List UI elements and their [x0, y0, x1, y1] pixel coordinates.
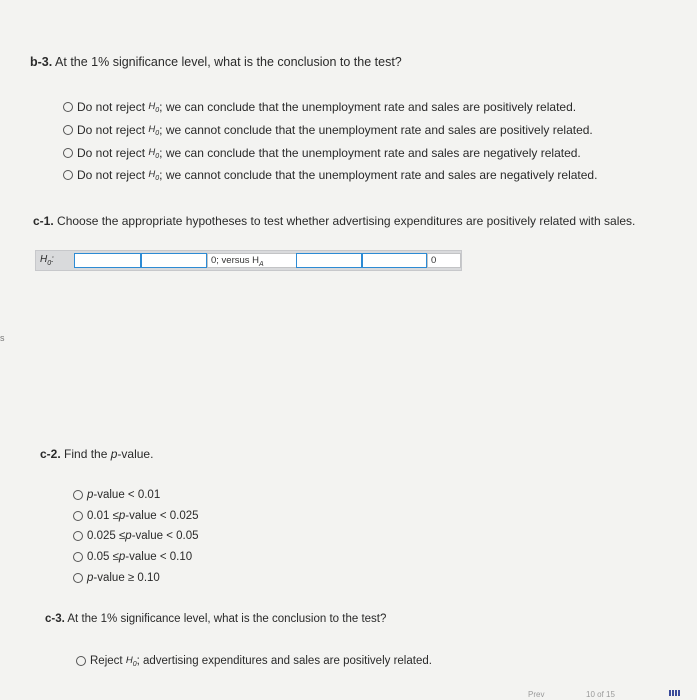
radio-icon[interactable]: [63, 148, 73, 158]
h0-parameter-select[interactable]: [74, 253, 141, 268]
page-indicator: 10 of 15: [586, 690, 615, 699]
c2-option-2[interactable]: 0.01 ≤ p -value < 0.025: [73, 510, 199, 522]
radio-icon[interactable]: [73, 490, 83, 500]
b3-question-text: At the 1% significance level, what is the conclusion to the test?: [55, 55, 402, 69]
b3-option-2[interactable]: Do not reject $H_0$ ; we cannot conclude that the unemployment rate and sales are positively related.: [63, 123, 593, 137]
c2-option-1[interactable]: p -value < 0.01: [73, 489, 160, 501]
c3-question: [45, 613, 386, 625]
hypothesis-row: [35, 250, 462, 271]
b3-question: [30, 55, 402, 69]
c2-question: c-2. Find the p-value.: [40, 447, 154, 461]
c3-option-1[interactable]: Reject $H_0$ ; advertising expenditures and sales are positively related.: [76, 655, 432, 668]
b3-option-3[interactable]: Do not reject $H_0$ ; we can conclude that the unemployment rate and sales are negatively related.: [63, 146, 581, 160]
b3-option-1[interactable]: Do not reject $H_0$ ; we can conclude that the unemployment rate and sales are positively related.: [63, 100, 576, 114]
c2-number: c-2.: [40, 447, 61, 461]
radio-icon[interactable]: [63, 170, 73, 180]
c2-option-4[interactable]: 0.05 ≤ p -value < 0.10: [73, 551, 192, 563]
c2-option-3[interactable]: 0.025 ≤ p -value < 0.05: [73, 530, 199, 542]
b3-number: b-3.: [30, 55, 53, 69]
radio-icon[interactable]: [63, 102, 73, 112]
c1-question-text: Choose the appropriate hypotheses to test whether advertising expenditures are positively related with sales.: [57, 214, 636, 228]
radio-icon[interactable]: [73, 573, 83, 583]
c1-question: [33, 214, 635, 228]
c2-option-5[interactable]: p -value ≥ 0.10: [73, 572, 160, 584]
edge-mark: s: [0, 333, 5, 343]
radio-icon[interactable]: [73, 531, 83, 541]
ha-operator-select[interactable]: [362, 253, 427, 268]
h0-value-field[interactable]: 0; versus $H_A$: [207, 253, 297, 268]
prev-button[interactable]: Prev: [528, 690, 545, 699]
grid-icon[interactable]: [669, 690, 681, 696]
b3-option-4[interactable]: Do not reject $H_0$ ; we cannot conclude that the unemployment rate and sales are negatively related.: [63, 168, 597, 182]
h0-operator-select[interactable]: [141, 253, 207, 268]
h0-label: $H_0$:: [40, 254, 54, 267]
ha-parameter-select[interactable]: [296, 253, 362, 268]
c3-question-text: At the 1% significance level, what is the conclusion to the test?: [67, 613, 387, 625]
c1-number: c-1.: [33, 214, 54, 228]
radio-icon[interactable]: [63, 125, 73, 135]
radio-icon[interactable]: [73, 511, 83, 521]
radio-icon[interactable]: [73, 552, 83, 562]
ha-value-field[interactable]: 0: [427, 253, 461, 268]
radio-icon[interactable]: [76, 656, 86, 666]
c3-number: c-3.: [45, 613, 65, 625]
